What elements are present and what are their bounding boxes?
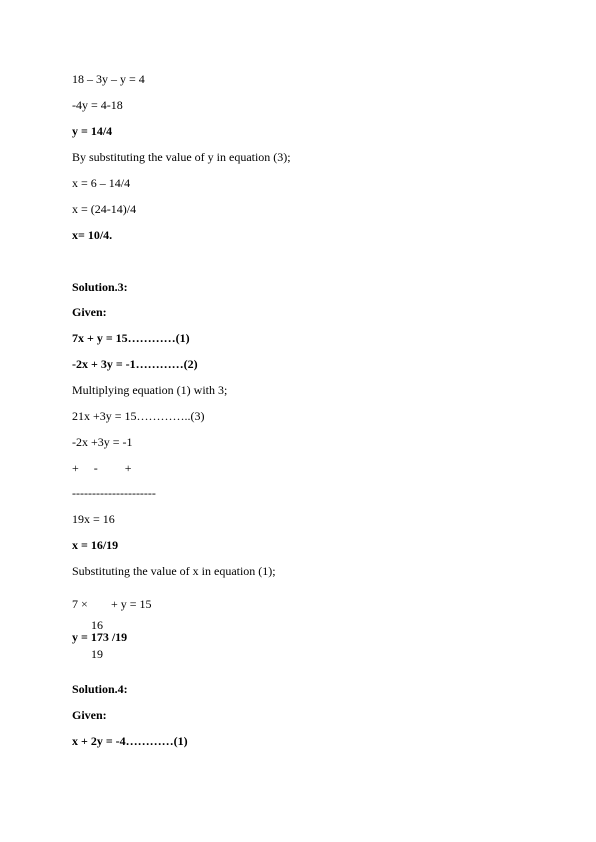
text-line: x = 6 – 14/4 — [72, 176, 131, 190]
text-line: Solution.4: — [72, 682, 128, 696]
fraction-numerator: 16 — [91, 618, 103, 632]
text-line: x= 10/4. — [72, 228, 113, 242]
text-line: -2x +3y = -1 — [72, 435, 133, 449]
fraction-prefix: 7 × — [72, 597, 88, 611]
text-line: Substituting the value of x in equation (1); — [72, 564, 276, 578]
text-line: Solution.3: — [72, 280, 128, 294]
text-line: + - + — [72, 461, 132, 475]
text-line: 7x + y = 15…………(1) — [72, 331, 190, 345]
text-line: 21x +3y = 15…………..(3) — [72, 409, 205, 423]
fraction-suffix: + y = 15 — [111, 597, 152, 611]
text-line: -4y = 4-18 — [72, 98, 123, 112]
text-line: Multiplying equation (1) with 3; — [72, 383, 228, 397]
text-line: Given: — [72, 305, 107, 319]
text-line: --------------------- — [72, 486, 156, 500]
text-line: x = (24-14)/4 — [72, 202, 137, 216]
text-line: Given: — [72, 708, 107, 722]
text-line: -2x + 3y = -1…………(2) — [72, 357, 198, 371]
text-line: 19x = 16 — [72, 512, 115, 526]
fraction — [91, 588, 107, 663]
text-line: 18 – 3y – y = 4 — [72, 72, 145, 86]
text-line: By substituting the value of y in equation (3); — [72, 150, 291, 164]
text-line: y = 173 /19 — [72, 630, 128, 644]
text-line: x + 2y = -4…………(1) — [72, 734, 188, 748]
fraction-denominator: 19 — [91, 647, 103, 661]
text-line: y = 14/4 — [72, 124, 113, 138]
text-line: x = 16/19 — [72, 538, 119, 552]
